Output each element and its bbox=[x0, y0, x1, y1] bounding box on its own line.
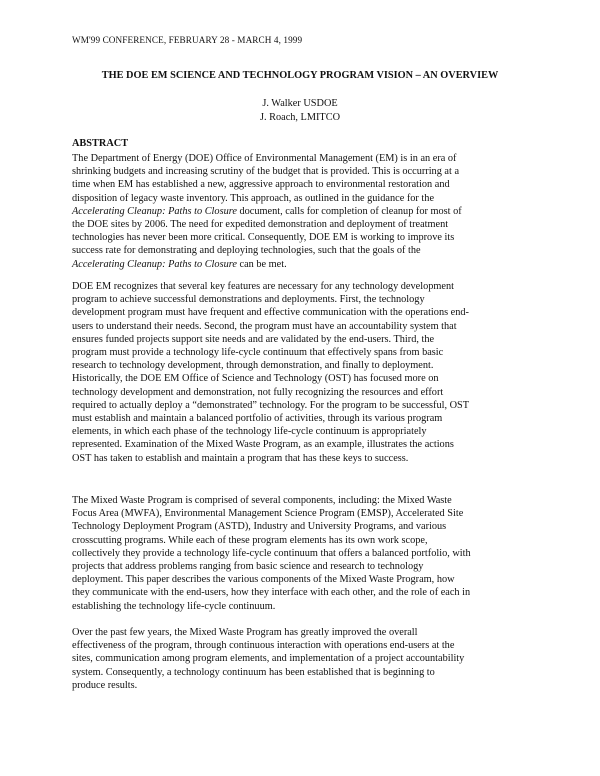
italic-title-text: Accelerating Cleanup: Paths to Closure bbox=[72, 205, 237, 217]
text-line bbox=[72, 306, 532, 319]
text-run: effectiveness of the program, through continuous interaction with operations end-users at the bbox=[72, 640, 455, 652]
text-run: collectively they provide a technology life-cycle continuum that offers a balanced portfolio, with bbox=[72, 547, 471, 559]
text-line bbox=[72, 586, 532, 599]
text-run: establishing the technology life-cycle continuum. bbox=[72, 600, 276, 612]
text-line bbox=[72, 520, 532, 533]
text-run: can be met. bbox=[236, 258, 287, 270]
text-line bbox=[72, 218, 532, 231]
text-line bbox=[72, 359, 532, 372]
text-run: Historically, the DOE EM Office of Science and Technology (OST) has focused more on bbox=[72, 373, 439, 385]
text-run: system. Consequently, a technology continuum has been established that is beginning to bbox=[72, 666, 435, 678]
text-line bbox=[72, 165, 532, 178]
text-line bbox=[72, 534, 532, 547]
text-run: program must provide a technology life-cycle continuum that effectively spans from basic bbox=[72, 347, 444, 359]
running-head: WM'99 CONFERENCE, FEBRUARY 28 - MARCH 4, 1999 bbox=[72, 35, 303, 45]
text-run: deployment. This paper describes the various components of the Mixed Waste Program, how bbox=[72, 574, 455, 586]
text-run: the DOE sites by 2006. The need for expedited demonstration and deployment of treatment bbox=[72, 219, 449, 231]
text-run: research to technology development, through demonstration, and finally to deployment. bbox=[72, 360, 434, 372]
text-run: projects that address problems ranging from basic science and research to technology bbox=[72, 561, 424, 573]
text-run: disposition of legacy waste inventory. This approach, as outlined in the guidance for the bbox=[72, 192, 435, 204]
text-line bbox=[72, 425, 532, 438]
author-line: J. Walker USDOE bbox=[262, 98, 338, 109]
text-line bbox=[72, 547, 532, 560]
text-run: represented. Examination of the Mixed Waste Program, as an example, illustrates the actions bbox=[72, 439, 454, 451]
text-line bbox=[72, 386, 532, 399]
text-run: The Department of Energy (DOE) Office of Environmental Management (EM) is in an era of bbox=[72, 153, 457, 164]
text-line bbox=[72, 192, 532, 205]
text-run: users to understand their needs. Second, the program must have an accountability system that bbox=[72, 320, 457, 332]
text-run: program to achieve successful demonstrations and deployments. First, the technology bbox=[72, 294, 425, 306]
text-run: document, calls for completion of cleanup for most of bbox=[236, 205, 462, 217]
abstract-paragraph-4 bbox=[72, 626, 532, 692]
paper-title: THE DOE EM SCIENCE AND TECHNOLOGY PROGRAM VISION – AN OVERVIEW bbox=[101, 70, 499, 81]
text-run: they communicate with the end-users, how they interface with each other, and the role of each in bbox=[72, 587, 471, 599]
text-line bbox=[72, 178, 532, 191]
abstract-heading: ABSTRACT bbox=[72, 138, 129, 149]
text-line bbox=[72, 560, 532, 573]
italic-title-text: Accelerating Cleanup: Paths to Closure bbox=[72, 258, 237, 270]
text-run: The Mixed Waste Program is comprised of several components, including: the Mixed Waste bbox=[72, 495, 452, 506]
text-run: produce results. bbox=[72, 679, 138, 691]
text-line bbox=[72, 399, 532, 412]
text-line bbox=[72, 666, 532, 679]
text-run: sites, communication among program elements, and implementation of a project accountability bbox=[72, 653, 465, 665]
text-line bbox=[72, 152, 532, 165]
text-line bbox=[72, 320, 532, 333]
text-line bbox=[72, 679, 532, 692]
text-run: technology development and demonstration, not fully recognizing the resources and effort bbox=[72, 386, 444, 398]
text-line bbox=[72, 231, 532, 244]
text-run: must establish and maintain a balanced portfolio of activities, through its various program bbox=[72, 413, 443, 425]
text-line bbox=[72, 652, 532, 665]
abstract-paragraph-2 bbox=[72, 280, 532, 465]
text-run: ensures funded projects support site needs and are validated by the end-users. Third, the bbox=[72, 333, 435, 345]
text-line bbox=[72, 494, 532, 507]
text-run: Focus Area (MWFA), Environmental Management Science Program (EMSP), Accelerated Site bbox=[72, 508, 464, 520]
text-run: technologies has never been more critical. Consequently, DOE EM is working to improve its bbox=[72, 232, 455, 244]
author-line: J. Roach, LMITCO bbox=[259, 111, 341, 123]
text-line bbox=[72, 600, 532, 613]
text-line bbox=[72, 507, 532, 520]
text-line bbox=[72, 346, 532, 359]
text-line bbox=[72, 573, 532, 586]
text-line bbox=[72, 244, 532, 257]
abstract-paragraph-3 bbox=[72, 494, 532, 613]
text-run: OST has taken to establish and maintain a program that has these keys to success. bbox=[72, 452, 409, 464]
text-run: DOE EM recognizes that several key features are necessary for any technology development bbox=[72, 281, 454, 292]
text-line bbox=[72, 412, 532, 425]
text-run: Over the past few years, the Mixed Waste Program has greatly improved the overall bbox=[72, 627, 418, 638]
text-run: elements, in which each phase of the technology life-cycle continuum is appropriately bbox=[72, 426, 427, 438]
text-line bbox=[72, 372, 532, 385]
text-run: required to actually deploy a “demonstrated” technology. For the program to be successful, OST bbox=[72, 399, 470, 411]
text-line bbox=[72, 258, 532, 271]
text-line bbox=[72, 333, 532, 346]
text-line bbox=[72, 452, 532, 465]
text-run: crosscutting programs. While each of these program elements has its own work scope, bbox=[72, 534, 428, 546]
text-line bbox=[72, 639, 532, 652]
text-line bbox=[72, 293, 532, 306]
author-block bbox=[200, 97, 400, 124]
text-run: shrinking budgets and increasing scrutiny of the budget that is provided. This is occurring at a bbox=[72, 166, 460, 178]
text-line bbox=[72, 205, 532, 218]
text-run: success rate for demonstrating and deploying technologies, such that the goals of the bbox=[72, 245, 421, 257]
text-run: Technology Deployment Program (ASTD), Industry and University Programs, and various bbox=[72, 521, 447, 533]
text-line bbox=[72, 280, 532, 293]
text-run: time when EM has established a new, aggressive approach to environmental restoration and bbox=[72, 179, 450, 191]
abstract-paragraph-1 bbox=[72, 152, 532, 271]
text-run: development program must have frequent and effective communication with the operations end- bbox=[72, 307, 469, 319]
text-line bbox=[72, 438, 532, 451]
text-line bbox=[72, 626, 532, 639]
